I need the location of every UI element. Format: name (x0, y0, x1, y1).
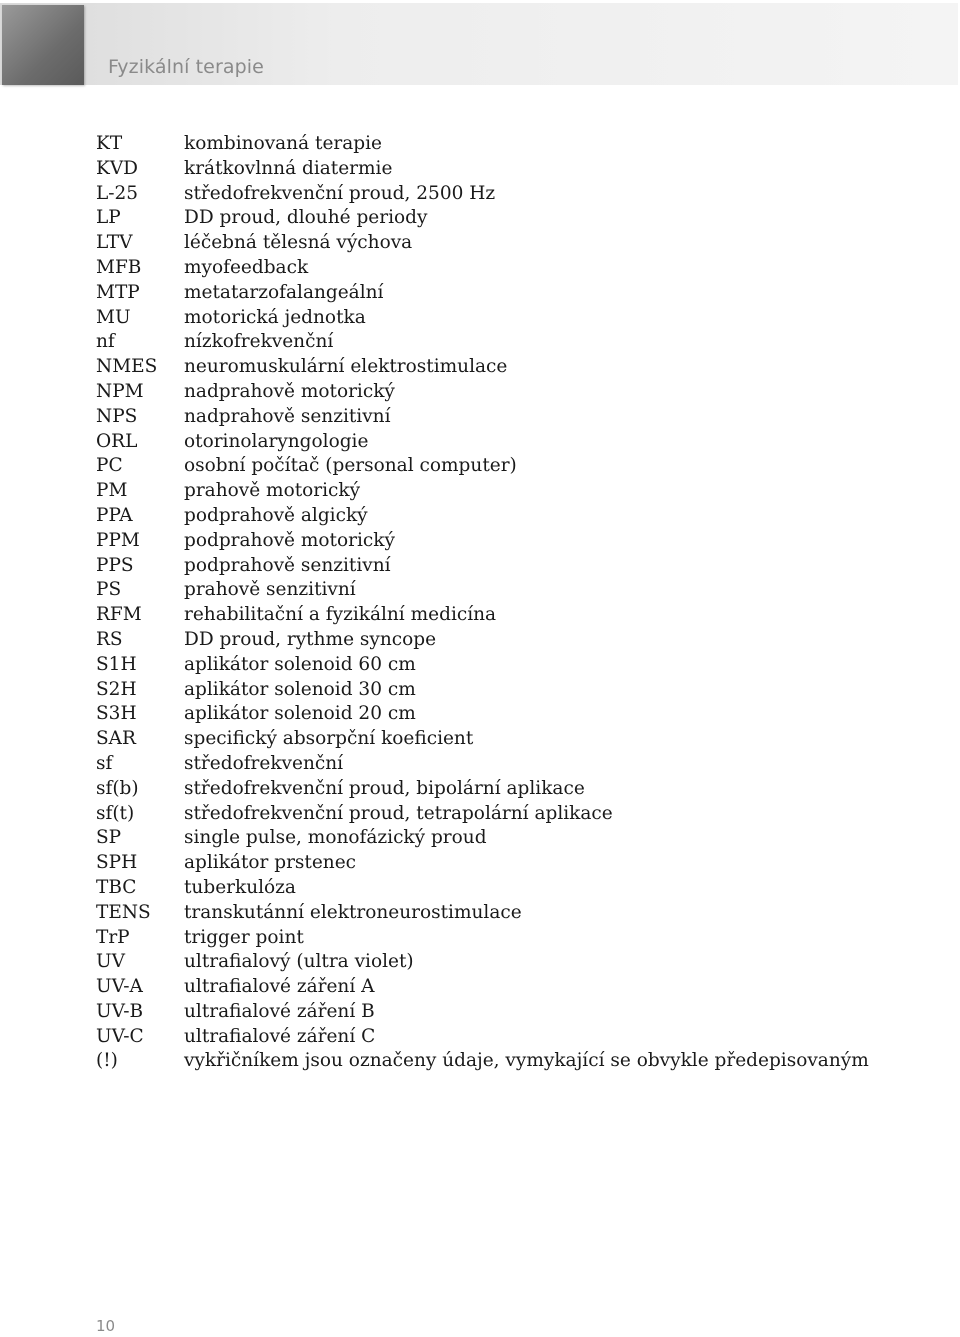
abbreviation: PPM (96, 529, 140, 551)
definition: nízkofrekvenční (184, 331, 334, 353)
definition: aplikátor solenoid 30 cm (184, 678, 416, 700)
header-bar (0, 3, 958, 85)
abbreviation: NPM (96, 380, 144, 402)
abbreviation: S2H (96, 678, 137, 700)
definition: otorinolaryngologie (184, 430, 369, 452)
abbreviation: SP (96, 827, 122, 849)
definition: středofrekvenční proud, bipolární aplikace (184, 777, 585, 799)
definition: single pulse, monofázický proud (184, 827, 487, 849)
definition: aplikátor solenoid 20 cm (184, 703, 416, 725)
abbreviation: LP (96, 207, 121, 229)
abbreviation: S1H (96, 653, 137, 675)
abbreviation: MFB (96, 256, 142, 278)
abbreviation: RFM (96, 604, 142, 626)
abbreviation: nf (96, 331, 115, 353)
definition: ultrafialový (ultra violet) (184, 951, 414, 973)
abbreviation: UV-A (96, 976, 143, 998)
abbreviation: ORL (96, 430, 138, 452)
abbreviation: TENS (96, 901, 151, 923)
definition: středofrekvenční (184, 752, 344, 774)
abbreviation: L-25 (96, 182, 139, 204)
page-title: Fyzikální terapie (108, 56, 264, 78)
definition: léčebná tělesná výchova (184, 232, 413, 254)
definition: nadprahově senzitivní (184, 405, 391, 427)
definition: metatarzofalangeální (184, 281, 384, 303)
definition: motorická jednotka (184, 306, 366, 328)
header-accent-block (2, 5, 84, 85)
abbreviation: LTV (96, 232, 133, 254)
definition: neuromuskulární elektrostimulace (184, 356, 508, 378)
abbreviation: PC (96, 455, 123, 477)
definition: DD proud, dlouhé periody (184, 207, 428, 229)
abbreviation: (!) (96, 1050, 118, 1072)
definition: specifický absorpční koeficient (184, 728, 474, 750)
abbreviation: TrP (96, 926, 130, 948)
definition: tuberkulóza (184, 876, 296, 898)
abbreviation: MU (96, 306, 131, 328)
page-number: 10 (96, 1317, 116, 1335)
definition: osobní počítač (personal computer) (184, 455, 517, 477)
definition: středofrekvenční proud, tetrapolární aplikace (184, 802, 613, 824)
abbreviation: PPS (96, 554, 134, 576)
abbreviation: KVD (96, 157, 139, 179)
definition: ultrafialové záření C (184, 1025, 376, 1047)
definition: transkutánní elektroneurostimulace (184, 901, 522, 923)
abbreviation: RS (96, 628, 123, 650)
definition: DD proud, rythme syncope (184, 628, 437, 650)
definition: podprahově motorický (184, 529, 395, 551)
abbreviation: sf(b) (96, 777, 139, 799)
abbreviation: PS (96, 579, 122, 601)
abbreviation: UV-C (96, 1025, 144, 1047)
definition: ultrafialové záření A (184, 976, 375, 998)
abbreviation: UV (96, 951, 125, 973)
definition: krátkovlnná diatermie (184, 157, 393, 179)
abbreviation: UV-B (96, 1000, 144, 1022)
abbreviation: PPA (96, 504, 133, 526)
definition: středofrekvenční proud, 2500 Hz (184, 182, 496, 204)
abbreviation: MTP (96, 281, 140, 303)
definition: prahově motorický (184, 480, 361, 502)
definition: rehabilitační a fyzikální medicína (184, 604, 497, 626)
abbreviation: S3H (96, 703, 137, 725)
abbreviation: PM (96, 480, 128, 502)
definition: aplikátor prstenec (184, 852, 357, 874)
abbreviation: SAR (96, 728, 136, 750)
definition: vykřičníkem jsou označeny údaje, vymykající se obvykle předepisovaným (184, 1050, 869, 1072)
definition: podprahově senzitivní (184, 554, 391, 576)
definition: kombinovaná terapie (184, 133, 382, 154)
abbreviation: KT (96, 133, 123, 154)
definition: aplikátor solenoid 60 cm (184, 653, 416, 675)
definition: nadprahově motorický (184, 380, 395, 402)
abbreviation: TBC (96, 876, 137, 898)
definition: trigger point (184, 926, 304, 948)
abbreviation: sf(t) (96, 802, 135, 824)
definition: podprahově algický (184, 504, 368, 526)
definition: prahově senzitivní (184, 579, 356, 601)
abbreviation: NPS (96, 405, 138, 427)
abbreviation: SPH (96, 852, 138, 874)
abbreviation: sf (96, 752, 113, 774)
definition: ultrafialové záření B (184, 1000, 375, 1022)
abbreviation: NMES (96, 356, 158, 378)
definition: myofeedback (184, 256, 309, 278)
